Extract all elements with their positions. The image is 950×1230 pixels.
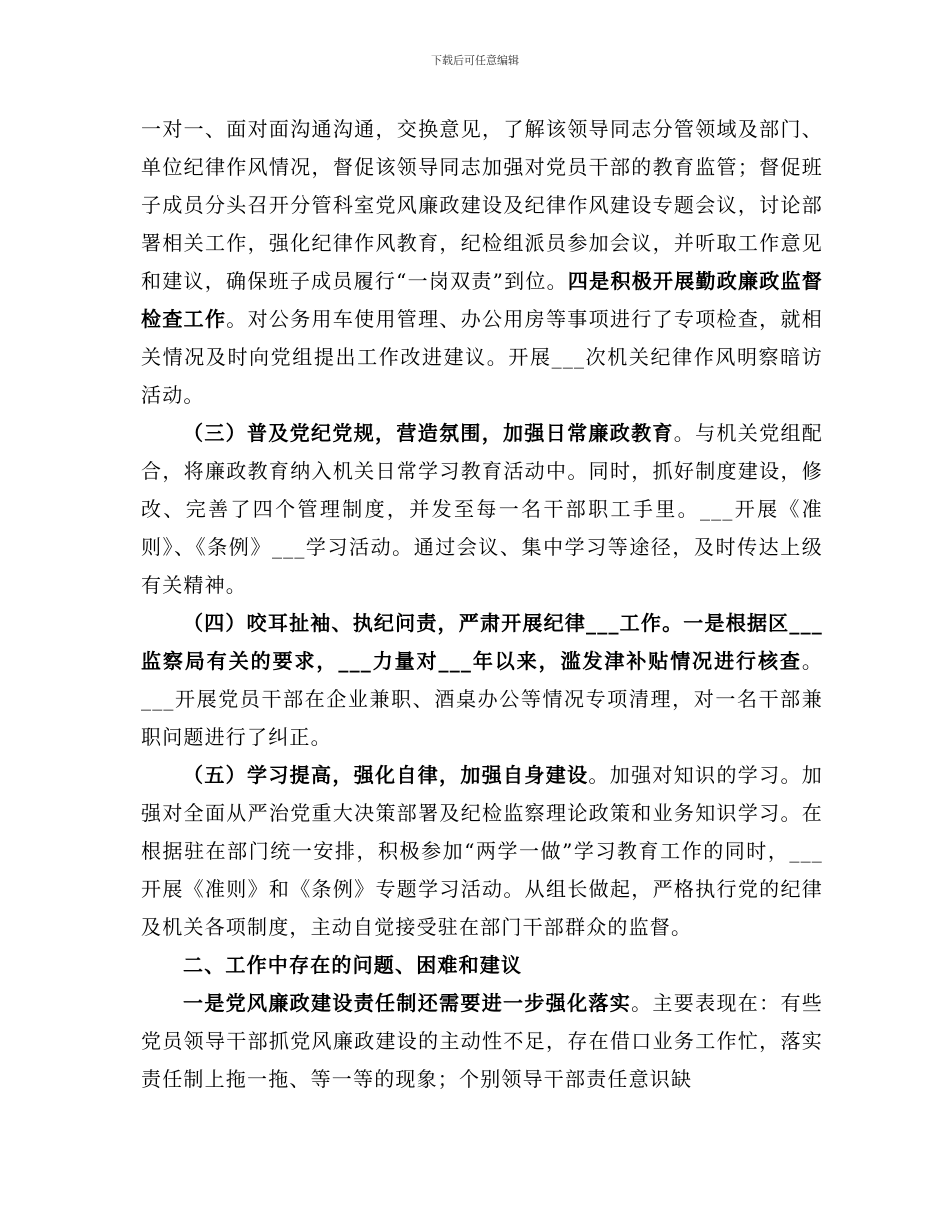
p3-bold-2: 工作。一是根据区: [619, 611, 790, 635]
blank-fill-1: ___: [551, 345, 586, 369]
p3-text-1: 。: [801, 649, 824, 673]
p4-text-1: 。加强对知识的学习。加强对全面从严治党重大决策部署及纪检监察理论政策和业务知识学习。在根据驻在部门统一安排，积极参加“两学一做”学习教育工作的同时，: [141, 763, 823, 863]
p6-text-1: 。主要表现在：有些党员领导干部抓党风廉政建设的主动性不足，存在借口业务工作忙，落实责任制上拖一拖、等一等的现象；个别领导干部责任意识缺: [141, 991, 823, 1091]
paragraph-1: [141, 110, 823, 414]
p2-bold-heading: （三）普及党纪党规，营造氛围，加强日常廉政教育: [183, 421, 674, 445]
paragraph-4: [141, 756, 823, 946]
p2-text-3: 学习活动。通过会议、集中学习等途径，及时传达上级有关精神。: [141, 535, 823, 597]
p2-text-1: 。与机关党组配合，将廉政教育纳入机关日常学习教育活动中。同时，抓好制度建设，修改、完善了四个管理制度，并发至每一名干部职工手里。: [141, 421, 823, 521]
p3-bold-5: 年以来，滥发津补贴情况进行核查: [472, 649, 802, 673]
section-heading-2: [141, 946, 823, 984]
paragraph-6: [141, 984, 823, 1098]
p1-bold-heading: 四是积极开展勤政廉政监督检查工作: [141, 269, 823, 331]
blank-fill-3: ___: [271, 535, 306, 559]
p1-text-2: 。对公务用车使用管理、办公用房等事项进行了专项检查，就相关情况及时向党组提出工作改进建议。开展: [141, 307, 823, 369]
paragraph-3: [141, 604, 823, 756]
document-body: [141, 110, 823, 1098]
p1-text-1: 一对一、面对面沟通沟通，交换意见，了解该领导同志分管领域及部门、单位纪律作风情况，督促该领导同志加强对党员干部的教育监管；督促班子成员分头召开分管科室党风廉政建设及纪律作风建设专题会议，讨论部署相关工作，强化纪律作风教育，纪检组派员参加会议，并听取工作意见和建议，确保班子成员履行“一岗双责”到位。: [141, 117, 823, 293]
p4-text-2: 开展《准则》和《条例》专题学习活动。从组长做起，严格执行党的纪律及机关各项制度，主动自觉接受驻在部门干部群众的监督。: [141, 877, 823, 939]
paragraph-2: [141, 414, 823, 604]
p1-text-3: 次机关纪律作风明察暗访活动。: [141, 345, 823, 407]
blank-fill-6: ___: [338, 649, 372, 673]
section-heading-text: 二、工作中存在的问题、困难和建议: [183, 953, 523, 977]
p3-bold-4: 力量对: [371, 649, 439, 673]
blank-fill-7: ___: [438, 649, 473, 673]
p3-text-2: 开展党员干部在企业兼职、酒桌办公等情况专项清理，对一名干部兼职问题进行了纠正。: [141, 687, 823, 749]
p4-bold-heading: （五）学习提高，强化自律，加强自身建设: [183, 763, 589, 787]
blank-fill-9: ___: [789, 839, 823, 863]
blank-fill-5: ___: [789, 611, 823, 635]
p6-bold-heading: 一是党风廉政建设责任制还需要进一步强化落实: [183, 991, 632, 1015]
blank-fill-2: ___: [699, 497, 734, 521]
page-header: 下载后可任意编辑: [431, 54, 519, 67]
p3-bold-3: 监察局有关的要求，: [141, 649, 339, 673]
p2-text-2: 开展《准则》、《条例》: [141, 497, 823, 559]
p3-bold-1: （四）咬耳扯袖、执纪问责，严肃开展纪律: [183, 611, 587, 635]
blank-fill-4: ___: [586, 611, 620, 635]
blank-fill-8: ___: [141, 687, 175, 711]
